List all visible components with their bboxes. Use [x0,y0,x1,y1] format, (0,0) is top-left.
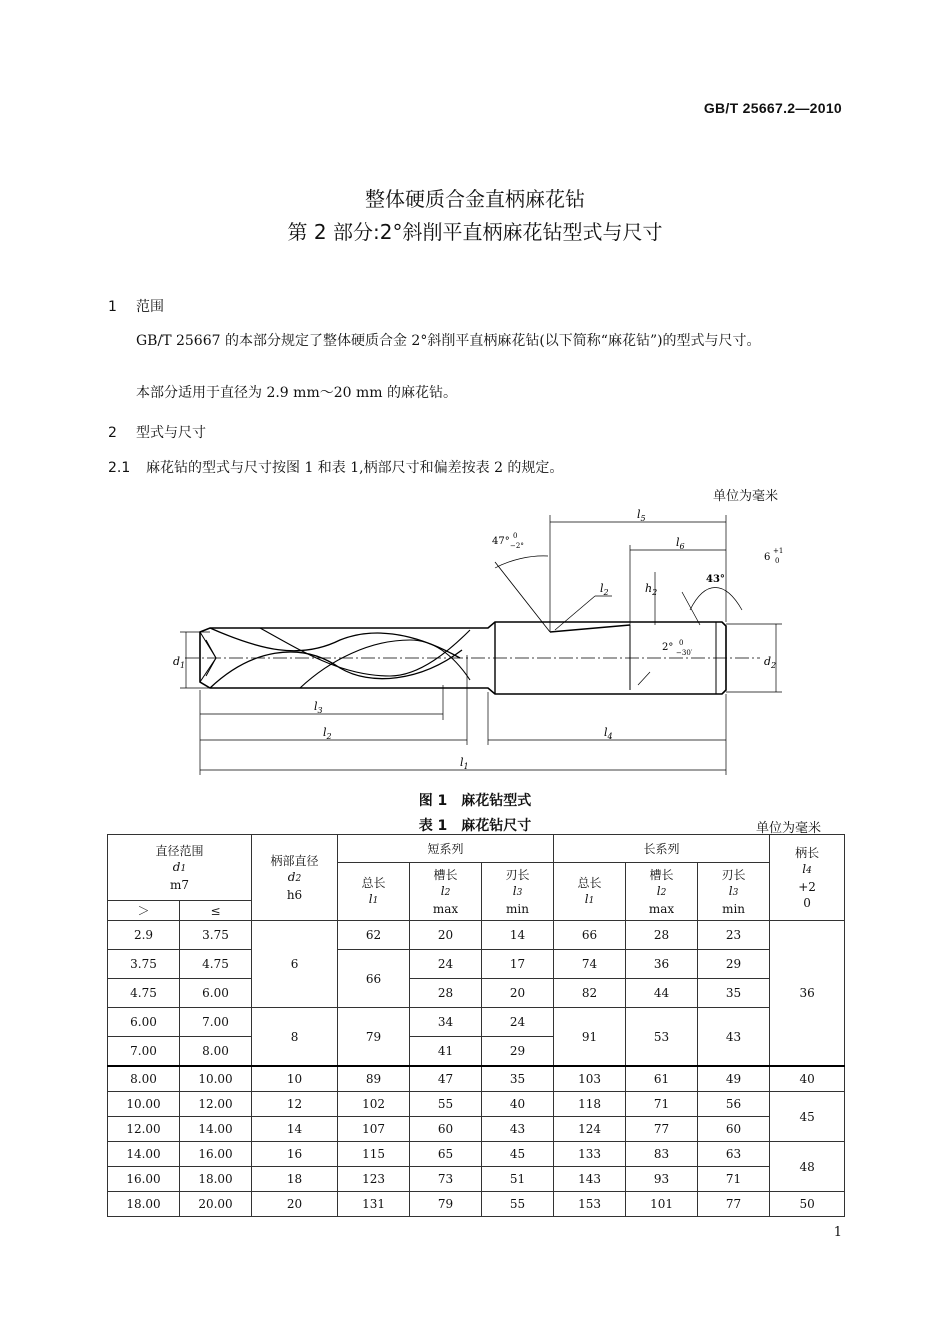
table-cell: 34 [410,1008,482,1037]
table-cell: 77 [626,1117,698,1142]
table-cell: 35 [482,1066,554,1092]
header-gt: ＞ [108,901,180,921]
table-cell: 93 [626,1167,698,1192]
table-cell: 20 [482,979,554,1008]
table-cell: 4.75 [108,979,180,1008]
title-line-2: 第 2 部分:2°斜削平直柄麻花钻型式与尺寸 [287,220,663,244]
table-cell: 89 [338,1066,410,1092]
header-short-edge-length: 刃长 l3 min [482,863,554,921]
angle-6-tol-upper: +1 [773,547,784,555]
table-cell: 20 [252,1192,338,1217]
table-cell: 83 [626,1142,698,1167]
flute-curve-2 [210,650,462,688]
label-l1: $l_1$ [460,756,469,771]
table-cell: 18.00 [108,1192,180,1217]
table-cell: 8 [252,1008,338,1067]
header-short-series: 短系列 [338,835,554,863]
flute-curve-1 [210,628,460,658]
table-cell: 47 [410,1066,482,1092]
table-cell: 12 [252,1092,338,1117]
table-cell: 50 [770,1192,845,1217]
table-cell: 18 [252,1167,338,1192]
table-cell: 2.9 [108,921,180,950]
table-cell: 73 [410,1167,482,1192]
angle-47-tol-lower: −2° [510,542,524,550]
angle-2-tol-lower: −30′ [676,649,693,657]
table-cell: 6.00 [108,1008,180,1037]
flute-curve-4 [300,640,470,688]
header-long-total-length: 总长 l1 [554,863,626,921]
table-cell: 41 [410,1037,482,1067]
table-cell: 143 [554,1167,626,1192]
clause-number: 2.1 [108,460,131,476]
section-number: 2 [108,425,117,441]
section-title: 型式与尺寸 [136,425,206,441]
title-line-1: 整体硬质合金直柄麻花钻 [365,187,585,211]
table-cell: 10.00 [180,1066,252,1092]
table-cell: 29 [482,1037,554,1067]
header-long-flute-length: 槽长 l2 max [626,863,698,921]
table-cell: 77 [698,1192,770,1217]
table-cell: 7.00 [180,1008,252,1037]
angle-47-tol-upper: 0 [513,532,518,540]
table-cell: 24 [482,1008,554,1037]
table-cell: 153 [554,1192,626,1217]
angle-43-arc [690,588,742,611]
table-cell: 66 [554,921,626,950]
table-cell: 14.00 [180,1117,252,1142]
table-cell: 16.00 [180,1142,252,1167]
figure-unit-label: 单位为毫米 [713,489,779,504]
table-cell: 71 [626,1092,698,1117]
table-cell: 48 [770,1142,845,1192]
label-l2-top: $l_2$ [600,582,609,597]
table-cell: 3.75 [108,950,180,979]
figure-caption: 图 1 麻花钻型式 [418,793,532,809]
section-title: 范围 [136,299,164,315]
table-cell: 28 [410,979,482,1008]
table-cell: 17 [482,950,554,979]
table-cell: 55 [410,1092,482,1117]
paragraph-text: GB/T 25667 的本部分规定了整体硬质合金 2°斜削平直柄麻花钻(以下简称“麻花钻”)的型式与尺寸。 [136,333,761,349]
label-l2: $l_2$ [323,726,332,741]
table-cell: 36 [770,921,845,1067]
table-cell: 4.75 [180,950,252,979]
angle-2-tol-upper: 0 [679,639,684,647]
table-cell: 55 [482,1192,554,1217]
section-2-heading [108,422,206,442]
table-cell: 14 [482,921,554,950]
table-cell: 131 [338,1192,410,1217]
header-shank-length: 柄长 l4 +2 0 [770,835,845,921]
table-cell: 8.00 [180,1037,252,1067]
table-cell: 36 [626,950,698,979]
standard-code: GB/T 25667.2—2010 [703,100,842,116]
table-cell: 16.00 [108,1167,180,1192]
table-cell: 7.00 [108,1037,180,1067]
drill-figure [0,500,950,790]
table-cell: 51 [482,1167,554,1192]
table-cell: 23 [698,921,770,950]
header-short-total-length: 总长 l1 [338,863,410,921]
table-cell: 45 [770,1092,845,1142]
table-cell: 40 [770,1066,845,1092]
section-1-paragraph-1 [108,328,846,354]
table-cell: 3.75 [180,921,252,950]
label-h2: $h_2$ [645,582,658,597]
label-l6: $l_6$ [676,536,685,551]
table-cell: 53 [626,1008,698,1067]
table-unit-label: 单位为毫米 [756,821,822,836]
table-cell: 43 [482,1117,554,1142]
table-cell: 71 [698,1167,770,1192]
flat-line [550,625,630,632]
section-1-paragraph-2 [108,380,846,406]
table-cell: 10 [252,1066,338,1092]
table-cell: 14 [252,1117,338,1142]
table-cell: 79 [338,1008,410,1067]
table-cell: 10.00 [108,1092,180,1117]
table-cell: 123 [338,1167,410,1192]
table-cell: 66 [338,950,410,1008]
table-cell: 60 [698,1117,770,1142]
table-cell: 20 [410,921,482,950]
table-cell: 133 [554,1142,626,1167]
label-l3: $l_3$ [314,700,323,715]
table-cell: 40 [482,1092,554,1117]
drill-dimensions-table [107,834,845,1217]
table-cell: 29 [698,950,770,979]
table-cell: 101 [626,1192,698,1217]
table-cell: 8.00 [108,1066,180,1092]
table-cell: 107 [338,1117,410,1142]
label-d1: $d_1$ [173,655,186,670]
paragraph-text: 本部分适用于直径为 2.9 mm～20 mm 的麻花钻。 [136,385,457,401]
table-cell: 49 [698,1066,770,1092]
label-d2: $d_2$ [764,655,777,670]
angle-6-tol-lower: 0 [775,557,780,565]
table-cell: 43 [698,1008,770,1067]
table-cell: 18.00 [180,1167,252,1192]
table-cell: 45 [482,1142,554,1167]
table-cell: 124 [554,1117,626,1142]
table-cell: 102 [338,1092,410,1117]
header-short-flute-length: 槽长 l2 max [410,863,482,921]
header-long-edge-length: 刃长 l3 min [698,863,770,921]
table-cell: 74 [554,950,626,979]
table-cell: 61 [626,1066,698,1092]
table-cell: 16 [252,1142,338,1167]
table-cell: 56 [698,1092,770,1117]
label-angle-43: 43° [706,574,725,585]
label-l4: $l_4$ [604,726,613,741]
table-cell: 82 [554,979,626,1008]
table-cell: 115 [338,1142,410,1167]
table-cell: 12.00 [108,1117,180,1142]
page-number: 1 [833,1225,842,1240]
label-angle-2: 2° [662,642,674,653]
table-cell: 91 [554,1008,626,1067]
table-cell: 24 [410,950,482,979]
section-number: 1 [108,299,117,315]
label-angle-47: 47° [492,536,510,547]
table-cell: 65 [410,1142,482,1167]
table-cell: 79 [410,1192,482,1217]
clause-text: 麻花钻的型式与尺寸按图 1 和表 1,柄部尺寸和偏差按表 2 的规定。 [146,460,564,476]
header-long-series: 长系列 [554,835,770,863]
table-cell: 6 [252,921,338,1008]
label-angle-6: 6 [764,552,771,563]
label-l5: $l_5$ [637,508,646,523]
table-cell: 44 [626,979,698,1008]
table-cell: 28 [626,921,698,950]
table-cell: 6.00 [180,979,252,1008]
table-cell: 62 [338,921,410,950]
table-cell: 20.00 [180,1192,252,1217]
header-diameter-range: 直径范围 d1 m7 [108,835,252,901]
header-shank-diameter: 柄部直径 d2 h6 [252,835,338,921]
table-cell: 118 [554,1092,626,1117]
table-cell: 35 [698,979,770,1008]
tip-edges [200,632,216,682]
section-1-heading [108,296,164,316]
table-cell: 103 [554,1066,626,1092]
table-cell: 63 [698,1142,770,1167]
header-le: ≤ [180,901,252,921]
clause-2-1 [108,455,846,481]
table-cell: 12.00 [180,1092,252,1117]
table-caption: 表 1 麻花钻尺寸 [418,818,532,834]
table-cell: 60 [410,1117,482,1142]
table-cell: 14.00 [108,1142,180,1167]
